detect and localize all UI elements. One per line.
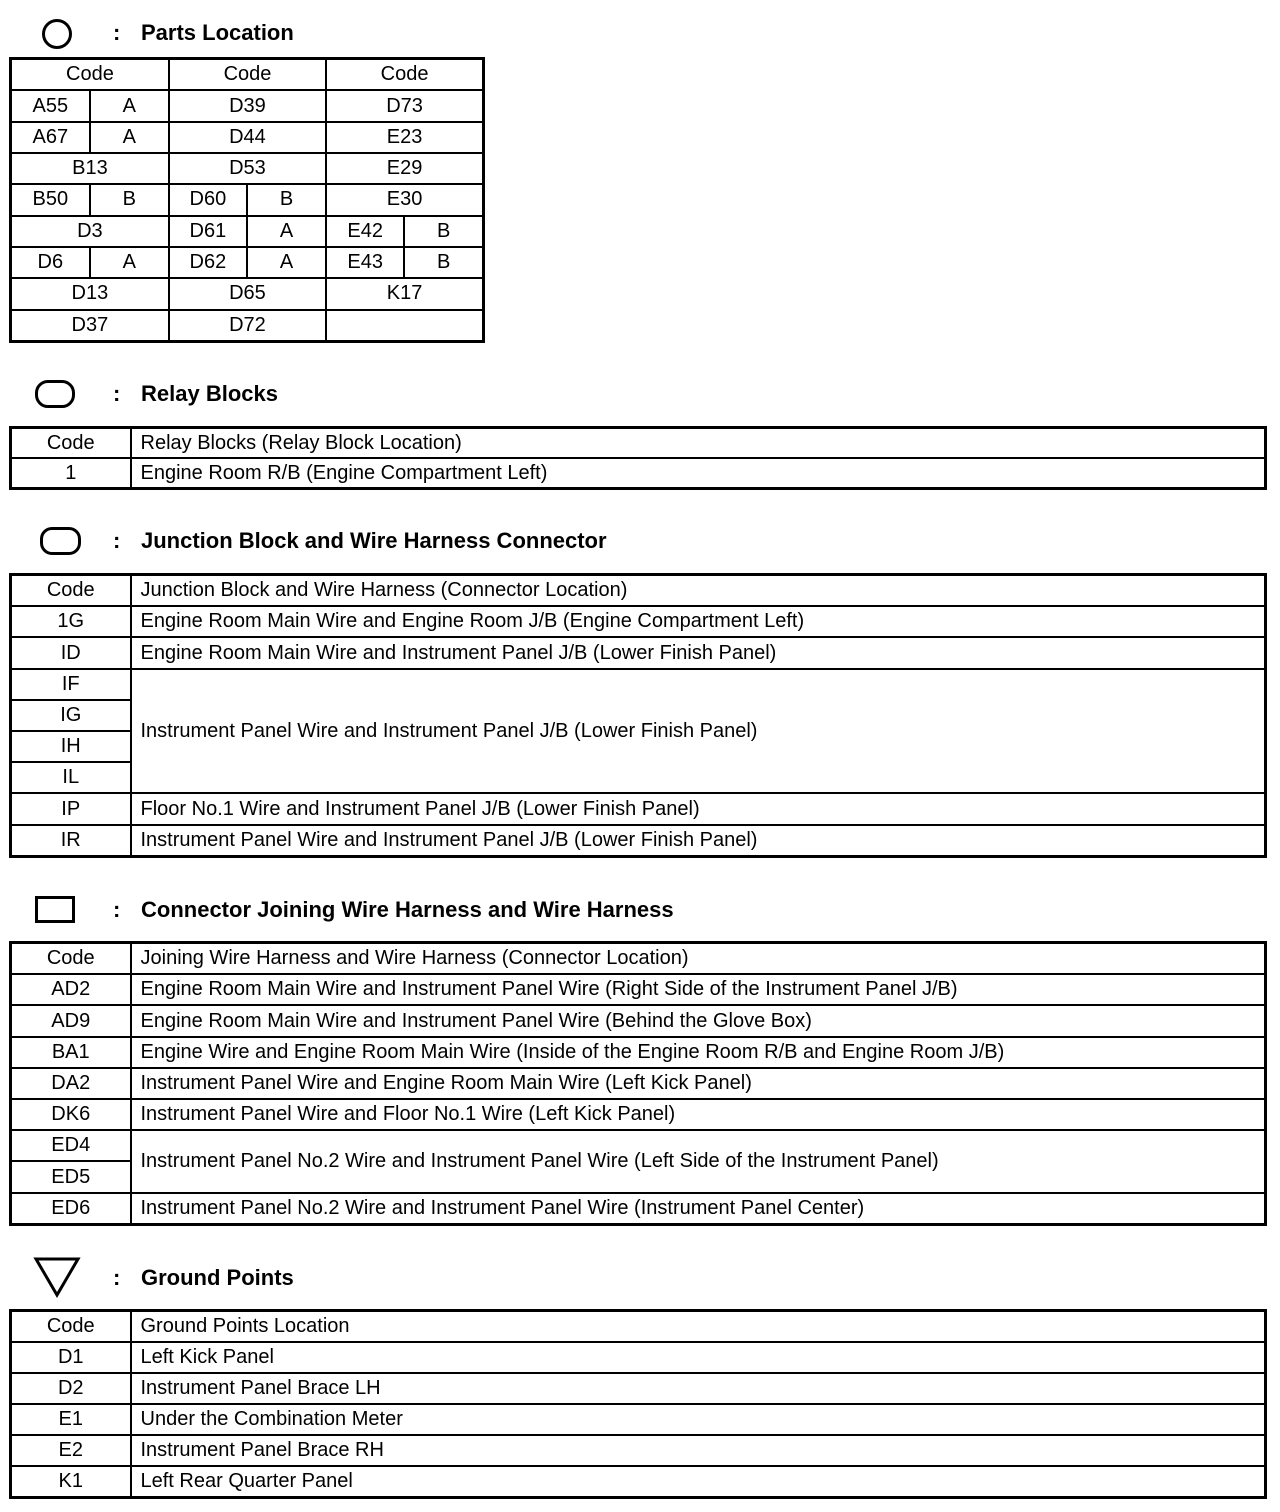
- table-row: [11, 1037, 1266, 1068]
- table-row: [11, 1466, 1266, 1498]
- location-cell: Floor No.1 Wire and Instrument Panel J/B (Lower Finish Panel): [131, 793, 1266, 824]
- column-header: Code: [11, 428, 131, 459]
- code-cell: D73: [326, 90, 483, 121]
- table-row: [11, 1193, 1266, 1225]
- section-title-ground-points: Ground Points: [141, 1265, 294, 1290]
- section-colon: :: [113, 897, 121, 922]
- code-cell: A67: [11, 122, 90, 153]
- table-row: [11, 793, 1266, 824]
- code-cell: E29: [326, 153, 483, 184]
- section-colon: :: [113, 381, 121, 406]
- table-header-row: [11, 59, 484, 91]
- code-cell: IP: [11, 793, 131, 824]
- location-cell: Instrument Panel Brace LH: [131, 1373, 1266, 1404]
- rounded-rect-symbol-icon: [35, 380, 75, 408]
- location-cell: Instrument Panel No.2 Wire and Instrument Panel Wire (Left Side of the Instrument Panel): [131, 1130, 1266, 1192]
- code-cell: ED5: [11, 1161, 131, 1192]
- column-header: Ground Points Location: [131, 1311, 1266, 1343]
- ground-points-header: [0, 1256, 600, 1300]
- column-header: Code: [11, 59, 169, 91]
- table-header-row: [11, 428, 1266, 459]
- table-row: [11, 90, 484, 121]
- section-title-parts-location: Parts Location: [141, 20, 294, 45]
- location-cell: Left Kick Panel: [131, 1342, 1266, 1373]
- code-cell: 1: [11, 458, 131, 489]
- code-cell: B13: [11, 153, 169, 184]
- parts-location-header: [0, 14, 600, 50]
- column-header: Code: [11, 943, 131, 975]
- location-cell: Instrument Panel Wire and Engine Room Main Wire (Left Kick Panel): [131, 1068, 1266, 1099]
- column-header: Relay Blocks (Relay Block Location): [131, 428, 1266, 459]
- code-cell: D60: [169, 184, 247, 215]
- code-cell: IF: [11, 669, 131, 700]
- code-cell: 1G: [11, 606, 131, 637]
- suffix-cell: A: [90, 90, 169, 121]
- table-row: [11, 122, 484, 153]
- code-cell: ED6: [11, 1193, 131, 1225]
- code-cell: D65: [169, 278, 326, 309]
- code-cell: [326, 310, 483, 342]
- connector-joining-header: [0, 891, 900, 927]
- suffix-cell: B: [404, 247, 483, 278]
- table-header-row: [11, 943, 1266, 975]
- table-row: [11, 1005, 1266, 1036]
- table-row: [11, 669, 1266, 700]
- location-cell: Instrument Panel Wire and Floor No.1 Wire (Left Kick Panel): [131, 1099, 1266, 1130]
- suffix-cell: A: [90, 122, 169, 153]
- column-header: Joining Wire Harness and Wire Harness (Connector Location): [131, 943, 1266, 975]
- table-row: [11, 247, 484, 278]
- table-row: [11, 1130, 1266, 1161]
- code-cell: IG: [11, 700, 131, 731]
- table-row: [11, 606, 1266, 637]
- code-cell: D37: [11, 310, 169, 342]
- location-cell: Left Rear Quarter Panel: [131, 1466, 1266, 1498]
- code-cell: BA1: [11, 1037, 131, 1068]
- code-cell: D39: [169, 90, 326, 121]
- code-cell: D72: [169, 310, 326, 342]
- location-cell: Under the Combination Meter: [131, 1404, 1266, 1435]
- location-cell: Engine Room Main Wire and Instrument Panel Wire (Right Side of the Instrument Panel J/B): [131, 974, 1266, 1005]
- code-cell: D6: [11, 247, 90, 278]
- junction-block-header: [0, 522, 800, 558]
- code-cell: E1: [11, 1404, 131, 1435]
- code-cell: IL: [11, 762, 131, 793]
- code-cell: D44: [169, 122, 326, 153]
- code-cell: AD2: [11, 974, 131, 1005]
- section-colon: :: [113, 1265, 121, 1290]
- code-cell: E2: [11, 1435, 131, 1466]
- suffix-cell: B: [90, 184, 169, 215]
- ground-points-table: [9, 1309, 1267, 1499]
- suffix-cell: A: [247, 216, 326, 247]
- table-row: [11, 1373, 1266, 1404]
- table-row: [11, 310, 484, 342]
- table-row: [11, 1099, 1266, 1130]
- location-cell: Engine Wire and Engine Room Main Wire (Inside of the Engine Room R/B and Engine Room J/B): [131, 1037, 1266, 1068]
- code-cell: IR: [11, 825, 131, 857]
- section-title-junction-block: Junction Block and Wire Harness Connector: [141, 528, 607, 553]
- table-row: [11, 1068, 1266, 1099]
- rounded-rect-symbol-icon: [40, 527, 81, 555]
- location-cell: Instrument Panel No.2 Wire and Instrument Panel Wire (Instrument Panel Center): [131, 1193, 1266, 1225]
- table-header-row: [11, 575, 1266, 607]
- section-title-connector-joining: Connector Joining Wire Harness and Wire Harness: [141, 897, 674, 922]
- location-cell: Engine Room Main Wire and Engine Room J/B (Engine Compartment Left): [131, 606, 1266, 637]
- code-cell: ED4: [11, 1130, 131, 1161]
- parts-location-table: [9, 57, 485, 343]
- table-row: [11, 1404, 1266, 1435]
- code-cell: D13: [11, 278, 169, 309]
- table-row: [11, 637, 1266, 668]
- code-cell: E43: [326, 247, 404, 278]
- connector-joining-table: [9, 941, 1267, 1226]
- code-cell: K17: [326, 278, 483, 309]
- suffix-cell: B: [247, 184, 326, 215]
- code-cell: D62: [169, 247, 247, 278]
- relay-blocks-table: [9, 426, 1267, 490]
- code-cell: B50: [11, 184, 90, 215]
- column-header: Code: [11, 575, 131, 607]
- column-header: Code: [169, 59, 326, 91]
- table-row: [11, 216, 484, 247]
- code-cell: AD9: [11, 1005, 131, 1036]
- table-row: [11, 1435, 1266, 1466]
- table-row: [11, 825, 1266, 857]
- code-cell: D61: [169, 216, 247, 247]
- location-cell: Engine Room Main Wire and Instrument Panel J/B (Lower Finish Panel): [131, 637, 1266, 668]
- code-cell: D3: [11, 216, 169, 247]
- column-header: Code: [326, 59, 483, 91]
- location-cell: Engine Room Main Wire and Instrument Panel Wire (Behind the Glove Box): [131, 1005, 1266, 1036]
- code-cell: DK6: [11, 1099, 131, 1130]
- suffix-cell: B: [404, 216, 483, 247]
- code-cell: K1: [11, 1466, 131, 1498]
- code-cell: E30: [326, 184, 483, 215]
- circle-symbol-icon: [42, 19, 72, 49]
- code-cell: DA2: [11, 1068, 131, 1099]
- section-title-relay-blocks: Relay Blocks: [141, 381, 278, 406]
- code-cell: E23: [326, 122, 483, 153]
- table-row: [11, 1342, 1266, 1373]
- junction-block-table: [9, 573, 1267, 858]
- table-row: [11, 184, 484, 215]
- table-header-row: [11, 1311, 1266, 1343]
- suffix-cell: A: [247, 247, 326, 278]
- location-cell: Instrument Panel Wire and Instrument Panel J/B (Lower Finish Panel): [131, 825, 1266, 857]
- location-cell: Instrument Panel Wire and Instrument Panel J/B (Lower Finish Panel): [131, 669, 1266, 794]
- code-cell: ID: [11, 637, 131, 668]
- location-cell: Instrument Panel Brace RH: [131, 1435, 1266, 1466]
- code-cell: E42: [326, 216, 404, 247]
- table-row: [11, 153, 484, 184]
- section-colon: :: [113, 20, 121, 45]
- rectangle-symbol-icon: [35, 896, 75, 923]
- relay-blocks-header: [0, 375, 600, 411]
- code-cell: D1: [11, 1342, 131, 1373]
- column-header: Code: [11, 1311, 131, 1343]
- suffix-cell: A: [90, 247, 169, 278]
- code-cell: IH: [11, 731, 131, 762]
- code-cell: A55: [11, 90, 90, 121]
- table-row: [11, 458, 1266, 489]
- column-header: Junction Block and Wire Harness (Connector Location): [131, 575, 1266, 607]
- table-row: [11, 278, 484, 309]
- table-row: [11, 974, 1266, 1005]
- section-colon: :: [113, 528, 121, 553]
- ground-triangle-icon: [33, 1256, 81, 1298]
- code-cell: D53: [169, 153, 326, 184]
- location-cell: Engine Room R/B (Engine Compartment Left): [131, 458, 1266, 489]
- code-cell: D2: [11, 1373, 131, 1404]
